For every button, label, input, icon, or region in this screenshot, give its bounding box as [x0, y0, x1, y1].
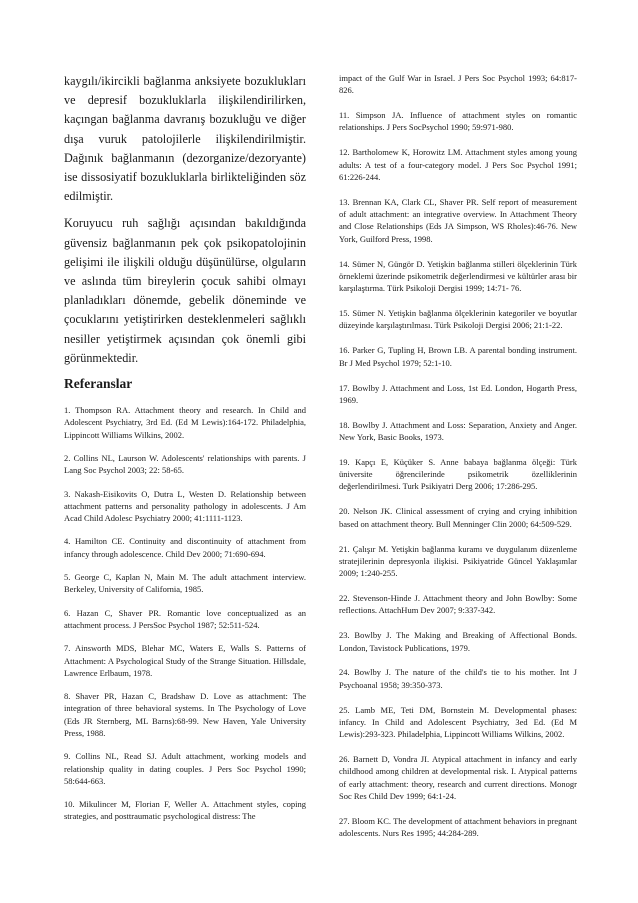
reference-item: 4. Hamilton CE. Continuity and discontinuity of attachment from infancy through adolescence. Child Dev 2000; 71:690-694. — [64, 536, 306, 559]
reference-item: 11. Simpson JA. Influence of attachment styles on romantic relationships. J Pers SocPsychol 1990; 59:971-980. — [339, 110, 577, 133]
reference-item: 22. Stevenson-Hinde J. Attachment theory and John Bowlby: Some reflections. AttachHum Dev 2007; 9:337-342. — [339, 593, 577, 616]
reference-item: 23. Bowlby J. The Making and Breaking of Affectional Bonds. London, Tavistock Publications, 1979. — [339, 630, 577, 653]
reference-item: 5. George C, Kaplan N, Main M. The adult attachment interview. Berkeley, University of California, 1985. — [64, 572, 306, 595]
body-paragraph: kaygılı/ikircikli bağlanma anksiyete bozuklukları ve depresif bozukluklarla ilişkilendirilirken, kaçıngan bağlanma davranış bozukluğu ve diğer dışa vuruk patolojilerle ilişkilendirilmiştir. Dağınık bağlanmanın (dezorganize/dezoryante) ise dissosiyatif bozukluklarla birlikteliğinden söz edilmiştir. — [64, 74, 306, 204]
reference-item: 26. Barnett D, Vondra JI. Atypical attachment in infancy and early childhood among children at developmental risk. I. Atypical patterns of early attachment: theory, research and current directions. Monogr Soc Res Child Dev 1999; 64:1-24. — [339, 754, 577, 801]
body-paragraph: Koruyucu ruh sağlığı açısından bakıldığında güvensiz bağlanmanın pek çok psikopatolojinin gelişimi ile ilişkili olduğu düşünülürse, olguların ve aslında tüm bireylerin çocuk sahibi olmayı planladıkları dönemde, gebelik döneminde ve çocuklarını yetiştirirken desteklenmeleri sağlıklı nesiller yetiştirmek açısından çok önemli gibi görünmektedir. — [64, 216, 306, 365]
reference-item: 2. Collins NL, Laurson W. Adolescents' relationships with parents. J Lang Soc Psychol 2003; 22: 58-65. — [64, 452, 306, 476]
reference-item: 27. Bloom KC. The development of attachment behaviors in pregnant adolescents. Nurs Res 1995; 44:284-289. — [339, 815, 577, 839]
reference-item: 14. Sümer N, Güngör D. Yetişkin bağlanma stilleri ölçeklerinin Türk örneklemi üzerinde psikometrik değerlendirmesi ve kültürler arası bir karşılaştırma. Türk Psikoloji Dergisi 1999; 14:71- 76. — [339, 258, 577, 294]
reference-item: 19. Kapçı E, Küçüker S. Anne babaya bağlanma ölçeği: Türk üniversite öğrencilerinde psikometrik özelliklerinin değerlendirilmesi. Turk Psikiyatri Derg 2006; 17:286-295. — [339, 456, 577, 492]
reference-item: 16. Parker G, Tupling H, Brown LB. A parental bonding instrument. Br J Med Psychol 1979; 52:1-10. — [339, 345, 577, 368]
reference-item: 20. Nelson JK. Clinical assessment of crying and crying inhibition based on attachment theory. Bull Menninger Clin 2000; 64:509-529. — [339, 506, 577, 529]
reference-item: 1. Thompson RA. Attachment theory and research. In Child and Adolescent Psychiatry, 3rd Ed. (Ed M Lewis):164-172. Philadelphia, Lippincott Williams Wilkins, 2002. — [64, 405, 306, 440]
reference-item: 9. Collins NL, Read SJ. Adult attachment, working models and relationship quality in dating couples. J Pers Soc Psychol 1990; 58:644-663. — [64, 751, 306, 786]
reference-item: 21. Çalışır M. Yetişkin bağlanma kuramı ve duygulanım düzenleme stratejilerinin depresyonla ilişkisi. Psikiyatride Güncel Yaklaşımlar 2009; 1:240-255. — [339, 543, 577, 579]
reference-item: 12. Bartholomew K, Horowitz LM. Attachment styles among young adults: A test of a four-category model. J Pers Soc Psychol 1991; 61:226-244. — [339, 147, 577, 182]
references-heading: Referanslar — [64, 376, 133, 392]
right-column — [339, 72, 577, 852]
reference-item: 24. Bowlby J. The nature of the child's tie to his mother. Int J Psychoanal 1958; 39:350-373. — [339, 667, 577, 690]
left-column — [64, 72, 306, 834]
reference-item: 8. Shaver PR, Hazan C, Bradshaw D. Love as attachment: The integration of three behavioral systems. In The Psychology of Love (Eds JR Sternberg, ML Barns):68-99. New Haven, Yale University Press, 1988. — [64, 691, 306, 738]
reference-item: 18. Bowlby J. Attachment and Loss: Separation, Anxiety and Anger. New York, Basic Books, 1973. — [339, 419, 577, 442]
reference-item: 3. Nakash-Eisikovits O, Dutra L, Westen D. Relationship between attachment patterns and personality pathology in adolescents. J Am Acad Child Adolesc Psychiatry 2000; 41:1111-1123. — [64, 488, 306, 524]
reference-item: 13. Brennan KA, Clark CL, Shaver PR. Self report of measurement of adult attachment: an integrative overview. In Attachment Theory and Close Relationships (Eds JA Simpson, WS Rholes):46-76. New York, Guilford Press, 1998. — [339, 196, 577, 244]
reference-item: 15. Sümer N. Yetişkin bağlanma ölçeklerinin kategoriler ve boyutlar düzeyinde karşılaştırılması. Türk Psikoloji Dergisi 2006; 21:1-22. — [339, 308, 577, 331]
reference-item: 17. Bowlby J. Attachment and Loss, 1st Ed. London, Hogarth Press, 1969. — [339, 382, 577, 405]
reference-item: 25. Lamb ME, Teti DM, Bornstein M. Developmental phases: infancy. In Child and Adolescent Psychiatry, 3ed Ed. (Ed M Lewis):293-323. Philadelphia, Lippincott Williams Wilkins, 2002. — [339, 704, 577, 740]
reference-item: 7. Ainsworth MDS, Blehar MC, Waters E, Walls S. Patterns of Attachment: A Psychological Study of the Strange Situation. Hillsdale, Lawrence Erlbaum, 1978. — [64, 643, 306, 678]
reference-item: 10. Mikulincer M, Florian F, Weller A. Attachment styles, coping strategies, and posttraumatic psychological distress: The — [64, 799, 306, 822]
reference-item: 6. Hazan C, Shaver PR. Romantic love conceptualized as an attachment process. J PersSoc Psychol 1987; 52:511-524. — [64, 607, 306, 630]
reference-item: impact of the Gulf War in Israel. J Pers Soc Psychol 1993; 64:817-826. — [339, 73, 577, 96]
